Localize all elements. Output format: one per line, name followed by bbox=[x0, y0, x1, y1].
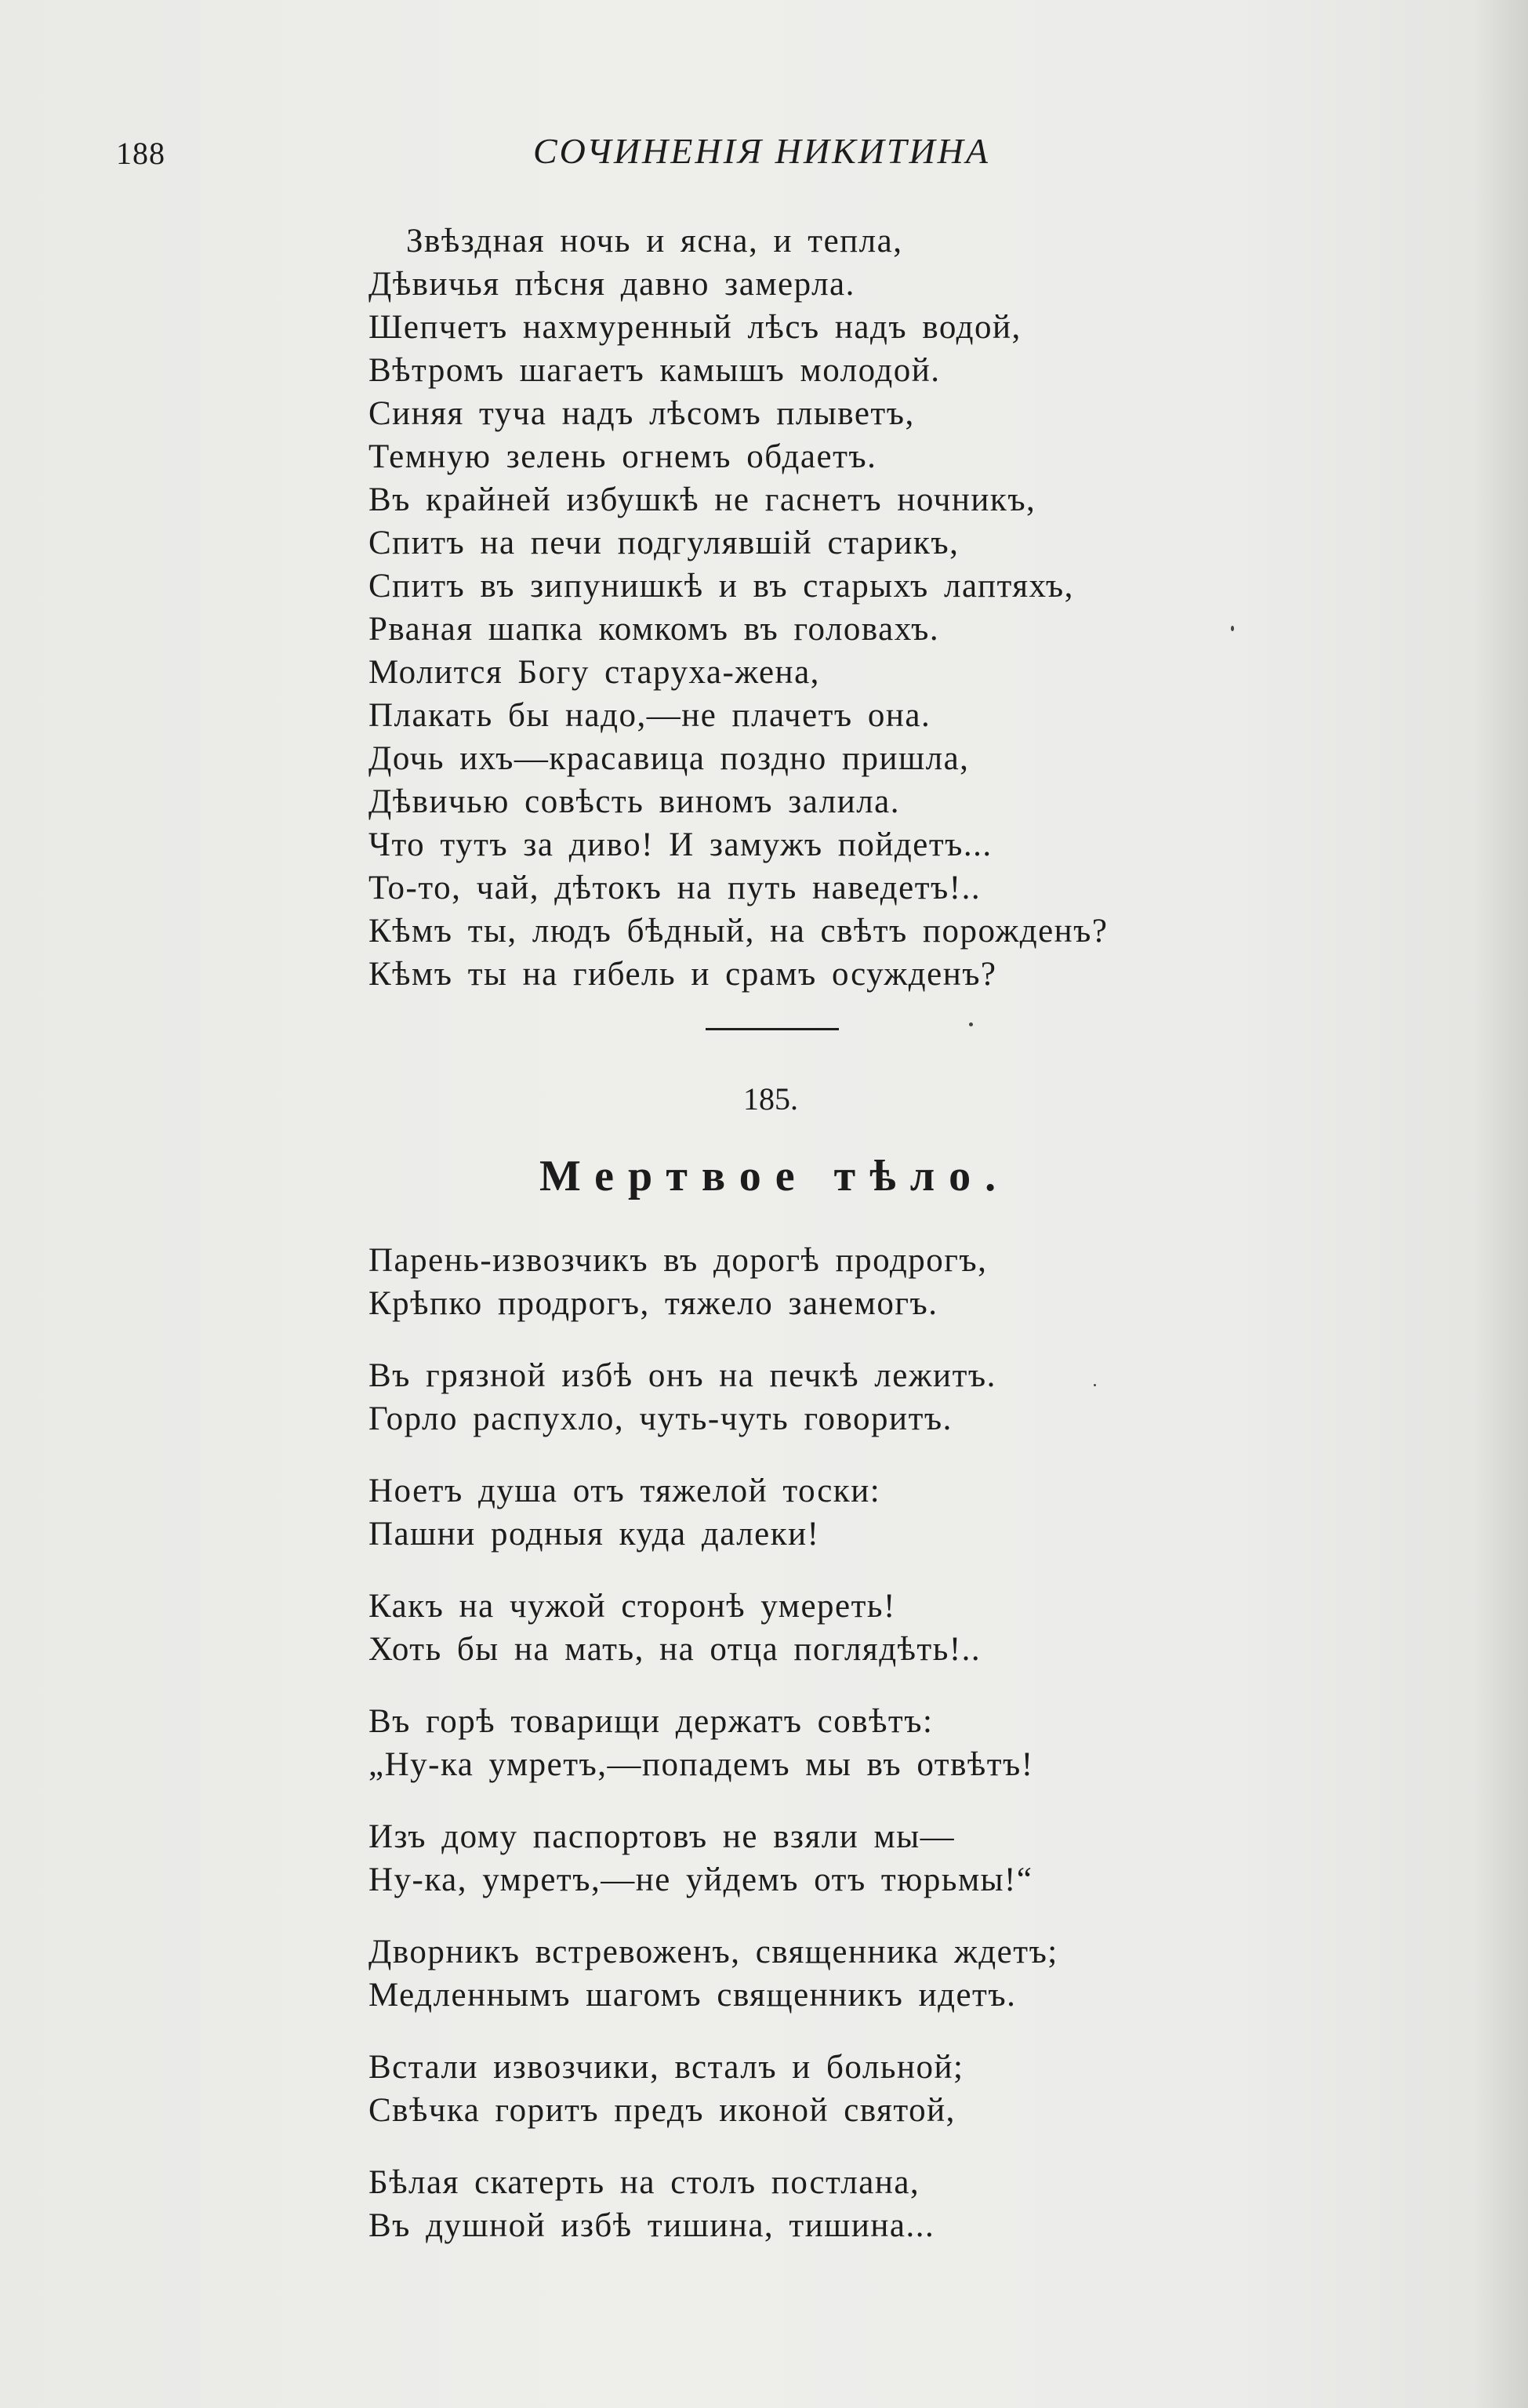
verse-line: Медленнымъ шагомъ священникъ идетъ. bbox=[368, 1977, 1017, 2014]
verse-line: Ноетъ душа отъ тяжелой тоски: bbox=[368, 1473, 881, 1509]
verse-line: Молится Богу старуха-жена, bbox=[368, 654, 820, 691]
verse-line: Кѣмъ ты, людъ бѣдный, на свѣтъ порожденъ? bbox=[368, 913, 1109, 950]
verse-line: Шепчетъ нахмуренный лѣсъ надъ водой, bbox=[368, 309, 1022, 346]
page-edge-shadow bbox=[1473, 0, 1528, 2408]
verse-line: Какъ на чужой сторонѣ умереть! bbox=[368, 1588, 896, 1625]
couplet bbox=[368, 2046, 964, 2132]
verse-line: Спитъ на печи подгулявшій старикъ, bbox=[368, 525, 960, 561]
verse-line: Дѣвичья пѣсня давно замерла. bbox=[368, 266, 855, 303]
verse-line: Въ грязной избѣ онъ на печкѣ лежитъ. bbox=[368, 1357, 996, 1394]
paper-speck bbox=[1094, 1384, 1096, 1386]
paper-speck bbox=[969, 1022, 973, 1026]
verse-line: Горло распухло, чуть-чуть говоритъ. bbox=[368, 1400, 953, 1437]
verse-line: Парень-извозчикъ въ дорогѣ продрогъ, bbox=[368, 1242, 988, 1279]
verse-line: Пашни родныя куда далеки! bbox=[368, 1516, 820, 1553]
couplet bbox=[368, 1815, 1033, 1901]
verse-line: Вѣтромъ шагаетъ камышъ молодой. bbox=[368, 352, 941, 389]
verse-line: Встали извозчики, всталъ и больной; bbox=[368, 2049, 964, 2086]
couplet bbox=[368, 1354, 996, 1440]
poem-continuation-stanza bbox=[368, 220, 1109, 996]
verse-line: Крѣпко продрогъ, тяжело занемогъ. bbox=[368, 1285, 938, 1322]
verse-line: Свѣчка горитъ предъ иконой святой, bbox=[368, 2092, 956, 2129]
verse-line: Хоть бы на мать, на отца поглядѣть!.. bbox=[368, 1631, 982, 1668]
verse-line: Что тутъ за диво! И замужъ пойдетъ... bbox=[368, 826, 993, 863]
verse-line: Кѣмъ ты на гибель и срамъ осужденъ? bbox=[368, 956, 997, 993]
couplet bbox=[368, 1585, 981, 1671]
verse-line: Звѣздная ночь и ясна, и тепла, bbox=[406, 223, 903, 260]
verse-line: Въ горѣ товарищи держатъ совѣтъ: bbox=[368, 1703, 934, 1740]
verse-line: Ну-ка, умретъ,—не уйдемъ отъ тюрьмы!“ bbox=[368, 1861, 1033, 1898]
paper-speck bbox=[1231, 626, 1234, 631]
verse-line: Дочь ихъ—красавица поздно пришла, bbox=[368, 740, 970, 777]
couplet bbox=[368, 1930, 1058, 2017]
verse-line: Въ крайней избушкѣ не гаснетъ ночникъ, bbox=[368, 481, 1036, 518]
verse-line: Дѣвичью совѣсть виномъ залила. bbox=[368, 783, 900, 820]
verse-line: Бѣлая скатерть на столъ постлана, bbox=[368, 2164, 920, 2201]
verse-line: Въ душной избѣ тишина, тишина... bbox=[368, 2207, 935, 2244]
couplet bbox=[368, 1239, 987, 1325]
verse-line: Плакать бы надо,—не плачетъ она. bbox=[368, 697, 931, 734]
verse-line: Спитъ въ зипунишкѣ и въ старыхъ лаптяхъ, bbox=[368, 568, 1074, 605]
verse-line: Изъ дому паспортовъ не взяли мы— bbox=[368, 1818, 956, 1855]
couplet bbox=[368, 1469, 880, 1556]
couplet bbox=[368, 2161, 935, 2247]
section-separator bbox=[706, 1028, 839, 1033]
running-title: СОЧИНЕНІЯ НИКИТИНА bbox=[533, 131, 990, 171]
verse-line: „Ну-ка умретъ,—попадемъ мы въ отвѣтъ! bbox=[368, 1746, 1034, 1783]
poem-title: Мертвое тѣло. bbox=[539, 1152, 1011, 1200]
verse-line: Темную зелень огнемъ обдаетъ. bbox=[368, 438, 877, 475]
page-number: 188 bbox=[116, 136, 165, 171]
verse-line: Синяя туча надъ лѣсомъ плыветъ, bbox=[368, 395, 915, 432]
poem-number: 185. bbox=[743, 1081, 798, 1117]
verse-line: То-то, чай, дѣтокъ на путь наведетъ!.. bbox=[368, 870, 982, 906]
couplet bbox=[368, 1700, 1034, 1786]
verse-line: Рваная шапка комкомъ въ головахъ. bbox=[368, 611, 940, 648]
verse-line: Дворникъ встревоженъ, священника ждетъ; bbox=[368, 1934, 1058, 1970]
